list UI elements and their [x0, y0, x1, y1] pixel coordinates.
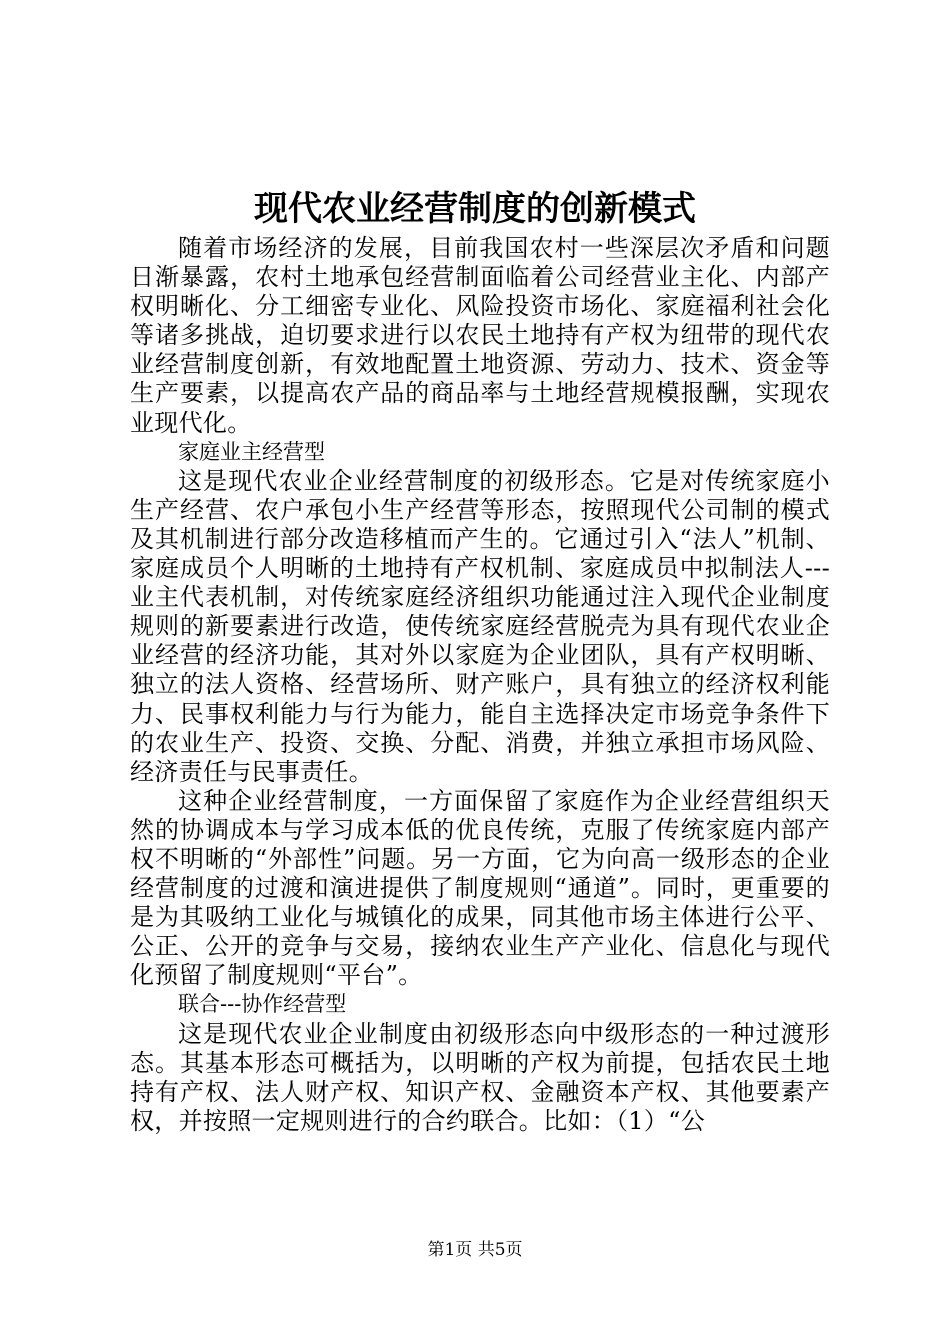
document-body — [130, 234, 830, 1136]
paragraph-family-owner-advantages: 这种企业经营制度，一方面保留了家庭作为企业经营组织天然的协调成本与学习成本低的优良传统，克服了传统家庭内部产权不明晰的“外部性”问题。另一方面，它为向高一级形态的企业经营制度的过渡和演进提供了制度规则“通道”。同时，更重要的是为其吸纳工业化与城镇化的成果，同其他市场主体进行公平、公正、公开的竞争与交易，接纳农业生产产业化、信息化与现代化预留了制度规则“平台”。 — [130, 786, 830, 990]
paragraph-family-owner-definition: 这是现代农业企业经营制度的初级形态。它是对传统家庭小生产经营、农户承包小生产经营等形态，按照现代公司制的模式及其机制进行部分改造移植而产生的。它通过引入“法人”机制、家庭成员个人明晰的土地持有产权机制、家庭成员中拟制法人---业主代表机制，对传统家庭经济组织功能通过注入现代企业制度规则的新要素进行改造，使传统家庭经营脱壳为具有现代农业企业经营的经济功能，其对外以家庭为企业团队，具有产权明晰、独立的法人资格、经营场所、财产账户，具有独立的经济权利能力、民事权利能力与行为能力，能自主选择决定市场竞争条件下的农业生产、投资、交换、分配、消费，并独立承担市场风险、经济责任与民事责任。 — [130, 466, 830, 786]
document-title: 现代农业经营制度的创新模式 — [254, 189, 696, 229]
page-footer: 第1页 共5页 — [427, 1240, 523, 1260]
section-heading-joint-cooperative: 联合---协作经营型 — [178, 992, 347, 1017]
paragraph-joint-cooperative-definition: 这是现代农业企业制度由初级形态向中级形态的一种过渡形态。其基本形态可概括为，以明晰的产权为前提，包括农民土地持有产权、法人财产权、知识产权、金融资本产权、其他要素产权，并按照一定规则进行的合约联合。比如：（1）“公 — [130, 1019, 830, 1135]
paragraph-intro: 随着市场经济的发展，目前我国农村一些深层次矛盾和问题日渐暴露，农村土地承包经营制面临着公司经营业主化、内部产权明晰化、分工细密专业化、风险投资市场化、家庭福利社会化等诸多挑战，迫切要求进行以农民土地持有产权为纽带的现代农业经营制度创新，有效地配置土地资源、劳动力、技术、资金等生产要素，以提高农产品的商品率与土地经营规模报酬，实现农业现代化。 — [130, 234, 830, 437]
section-heading-family-owner: 家庭业主经营型 — [178, 439, 325, 464]
